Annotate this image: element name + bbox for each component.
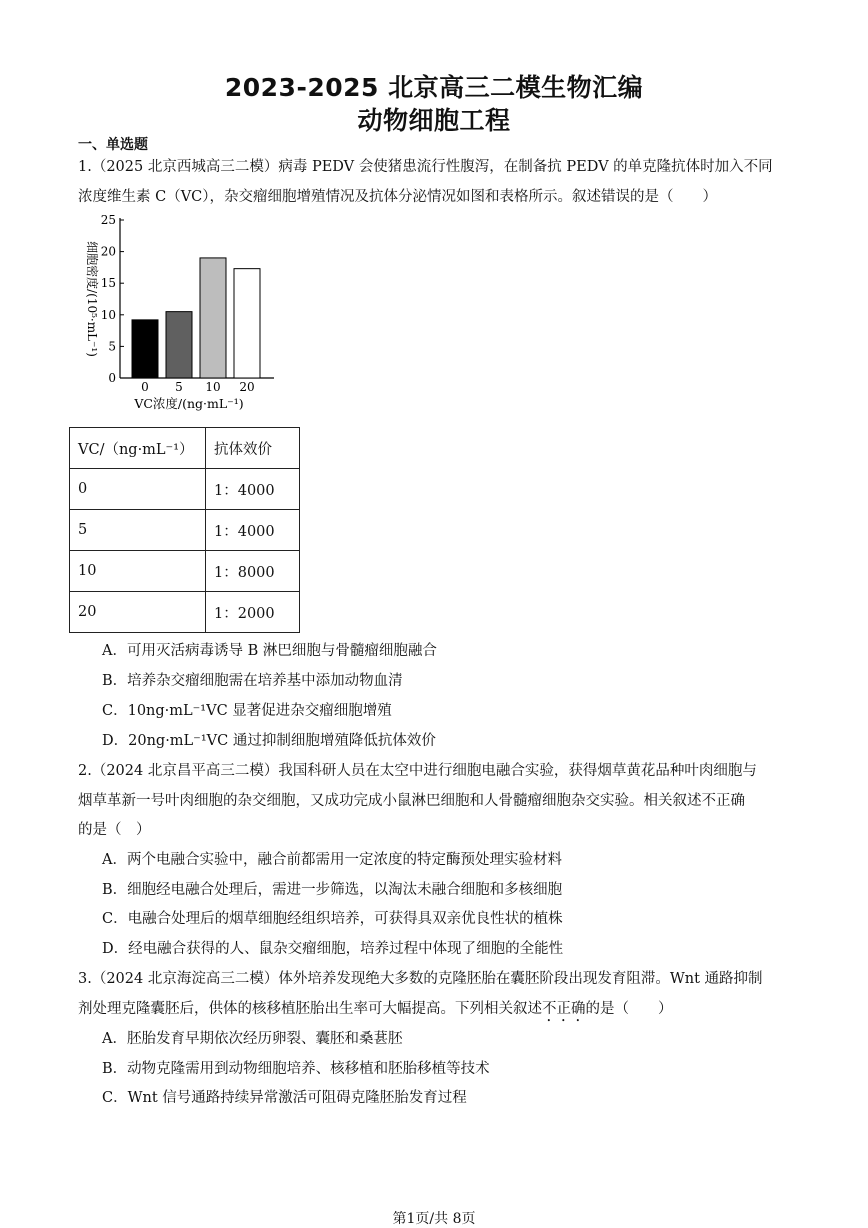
table-cell: 0 (70, 469, 206, 510)
q3-option-a: A．胚胎发育早期依次经历卵裂、囊胚和桑葚胚 (102, 1031, 403, 1047)
table-row (70, 469, 300, 510)
x-tick-label: 20 (239, 380, 255, 394)
q1-stem-line2: 浓度维生素 C（VC），杂交瘤细胞增殖情况及抗体分泌情况如图和表格所示。叙述错误的是（ ） (78, 189, 718, 205)
table-cell: 10 (70, 551, 206, 592)
y-axis-label: 细胞密度/(10⁵·mL⁻¹) (85, 241, 99, 357)
q1-option-c: C．10ng·mL⁻¹VC 显著促进杂交瘤细胞增殖 (102, 703, 392, 719)
y-tick-label: 20 (100, 244, 116, 259)
table-row (70, 592, 300, 633)
q3-stem-line2 (78, 997, 673, 1025)
page-subtitle: 动物细胞工程 (357, 106, 511, 135)
q1-bar-chart (74, 210, 294, 415)
table-header-cell: VC/（ng·mL⁻¹） (70, 428, 206, 469)
q3-option-c: C．Wnt 信号通路持续异常激活可阻碍克隆胚胎发育过程 (102, 1090, 467, 1106)
y-tick-label: 25 (100, 213, 116, 227)
bar (200, 258, 226, 378)
q3-emphasis-text: 不正确 (542, 1001, 586, 1017)
y-tick-label: 15 (100, 276, 116, 291)
table-header-cell: 抗体效价 (206, 428, 300, 469)
x-axis-label: VC浓度/(ng·mL⁻¹) (134, 396, 244, 411)
q1-stem-line1: 1.（2025 北京西城高三二模）病毒 PEDV 会使猪患流行性腹泻，在制备抗 PEDV 的单克隆抗体时加入不同 (78, 159, 773, 175)
x-tick-label: 0 (141, 380, 149, 394)
table-row (70, 551, 300, 592)
q2-stem-line1: 2.（2024 北京昌平高三二模）我国科研人员在太空中进行细胞电融合实验，获得烟草黄花品种叶肉细胞与 (78, 763, 757, 779)
q2-option-c: C．电融合处理后的烟草细胞经组织培养，可获得具双亲优良性状的植株 (102, 911, 563, 927)
table-cell: 1：4000 (206, 510, 300, 551)
q2-stem-line3: 的是（ ） (78, 822, 151, 838)
q1-option-a: A．可用灭活病毒诱导 B 淋巴细胞与骨髓瘤细胞融合 (102, 643, 437, 659)
page-title: 2023-2025 北京高三二模生物汇编 (224, 73, 644, 102)
q1-option-d: D．20ng·mL⁻¹VC 通过抑制细胞增殖降低抗体效价 (102, 733, 436, 749)
q1-option-b: B．培养杂交瘤细胞需在培养基中添加动物血清 (102, 673, 403, 689)
table-cell: 1：2000 (206, 592, 300, 633)
x-tick-label: 10 (205, 380, 221, 394)
q2-option-a: A．两个电融合实验中，融合前都需用一定浓度的特定酶预处理实验材料 (102, 852, 562, 868)
q2-option-d: D．经电融合获得的人、鼠杂交瘤细胞，培养过程中体现了细胞的全能性 (102, 941, 564, 957)
x-tick-label: 5 (175, 380, 183, 394)
q2-option-b: B．细胞经电融合处理后，需进一步筛选，以淘汰未融合细胞和多核细胞 (102, 882, 563, 898)
q3-stem-line1: 3.（2024 北京海淀高三二模）体外培养发现绝大多数的克隆胚胎在囊胚阶段出现发育阻滞。Wnt 通路抑制 (78, 971, 763, 987)
q1-data-table (69, 427, 300, 633)
q3-stem-text: 剂处理克隆囊胚后，供体的核移植胚胎出生率可大幅提高。下列相关叙述 (78, 1001, 542, 1017)
table-cell: 1：4000 (206, 469, 300, 510)
q3-stem-text: 的是（ ） (585, 1001, 673, 1017)
table-header-row (70, 428, 300, 469)
y-tick-label: 10 (100, 307, 116, 322)
q2-stem-line2: 烟草革新一号叶肉细胞的杂交细胞，又成功完成小鼠淋巴细胞和人骨髓瘤细胞杂交实验。相关叙述不正确 (78, 793, 745, 809)
table-cell: 20 (70, 592, 206, 633)
page-footer: 第1页/共 8页 (392, 1211, 476, 1227)
table-cell: 1：8000 (206, 551, 300, 592)
table-cell: 5 (70, 510, 206, 551)
bar (166, 312, 192, 378)
y-tick-label: 5 (108, 339, 116, 354)
bar (132, 320, 158, 378)
q3-option-b: B．动物克隆需用到动物细胞培养、核移植和胚胎移植等技术 (102, 1061, 490, 1077)
bar (234, 269, 260, 378)
y-tick-label: 0 (108, 371, 116, 385)
table-row (70, 510, 300, 551)
section-heading: 一、单选题 (78, 137, 148, 153)
